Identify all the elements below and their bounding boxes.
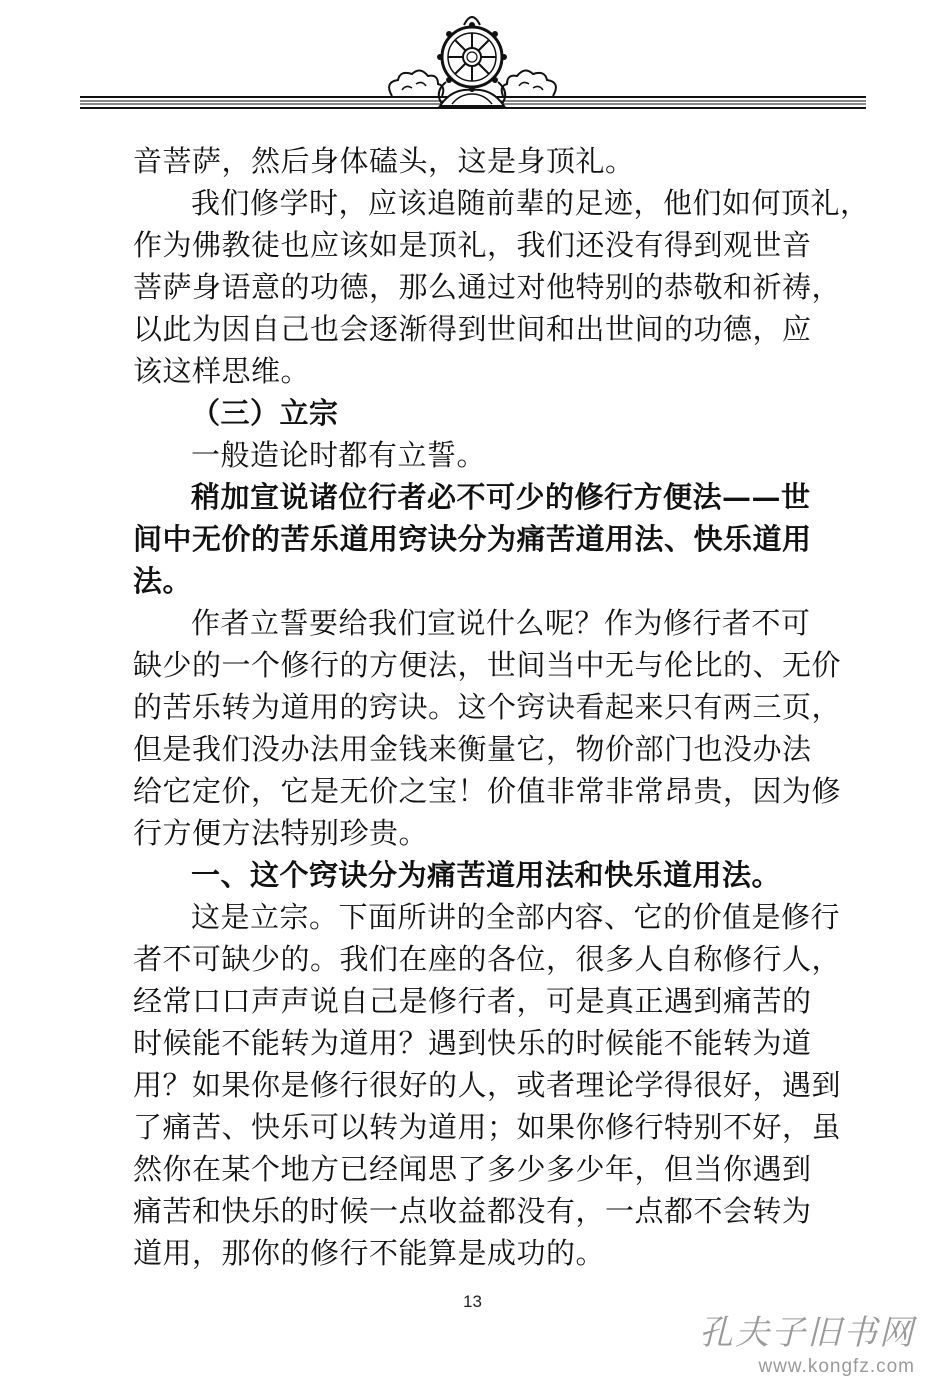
text-line: 但是我们没办法用金钱来衡量它，物价部门也没办法 bbox=[133, 732, 812, 766]
watermark bbox=[699, 1305, 915, 1378]
text-line: 我们修学时，应该追随前辈的足迹，他们如何顶礼， bbox=[191, 186, 870, 220]
text-line: 了痛苦、快乐可以转为道用；如果你修行特别不好，虽 bbox=[133, 1110, 842, 1144]
page-number: 13 bbox=[463, 1292, 482, 1311]
heading-line: 法。 bbox=[133, 564, 193, 598]
text-line: 该这样思维。 bbox=[133, 354, 311, 388]
text-line: 以此为因自己也会逐渐得到世间和出世间的功德，应 bbox=[133, 312, 812, 346]
text-line: 作为佛教徒也应该如是顶礼，我们还没有得到观世音 bbox=[133, 228, 812, 262]
dharma-wheel-header-icon bbox=[0, 0, 945, 125]
heading-line: 间中无价的苦乐道用窍诀分为痛苦道用法、快乐道用 bbox=[133, 522, 812, 556]
text-line: 一般造论时都有立誓。 bbox=[191, 438, 487, 472]
heading-line: 一、这个窍诀分为痛苦道用法和快乐道用法。 bbox=[191, 858, 782, 892]
text-line: 菩萨身语意的功德，那么通过对他特别的恭敬和祈祷， bbox=[133, 270, 842, 304]
heading-line: 稍加宣说诸位行者必不可少的修行方便法——世 bbox=[191, 480, 811, 514]
text-line: 时候能不能转为道用？遇到快乐的时候能不能转为道 bbox=[133, 1026, 812, 1060]
body-text bbox=[133, 140, 870, 1274]
text-line: 道用，那你的修行不能算是成功的。 bbox=[133, 1236, 606, 1270]
text-line: 音菩萨，然后身体磕头，这是身顶礼。 bbox=[133, 144, 635, 178]
text-line: 缺少的一个修行的方便法，世间当中无与伦比的、无价 bbox=[133, 648, 842, 682]
text-line: 给它定价，它是无价之宝！价值非常非常昂贵，因为修 bbox=[133, 774, 842, 808]
text-line: 然你在某个地方已经闻思了多少多少年，但当你遇到 bbox=[133, 1152, 812, 1186]
text-line: 痛苦和快乐的时候一点收益都没有，一点都不会转为 bbox=[133, 1194, 812, 1228]
text-line: 经常口口声声说自己是修行者，可是真正遇到痛苦的 bbox=[133, 984, 812, 1018]
text-line: 作者立誓要给我们宣说什么呢？作为修行者不可 bbox=[191, 606, 811, 640]
watermark-name: 孔夫子旧书网 bbox=[699, 1313, 915, 1353]
watermark-url: www.kongfz.com bbox=[758, 1356, 915, 1377]
text-line: 用？如果你是修行很好的人，或者理论学得很好，遇到 bbox=[133, 1068, 842, 1102]
page-header-ornament bbox=[0, 0, 945, 125]
heading-line: （三）立宗 bbox=[191, 396, 339, 430]
text-line: 行方便方法特别珍贵。 bbox=[133, 816, 429, 850]
text-line: 的苦乐转为道用的窍诀。这个窍诀看起来只有两三页， bbox=[133, 690, 842, 724]
text-line: 者不可缺少的。我们在座的各位，很多人自称修行人， bbox=[133, 942, 842, 976]
text-line: 这是立宗。下面所讲的全部内容、它的价值是修行 bbox=[191, 900, 841, 934]
